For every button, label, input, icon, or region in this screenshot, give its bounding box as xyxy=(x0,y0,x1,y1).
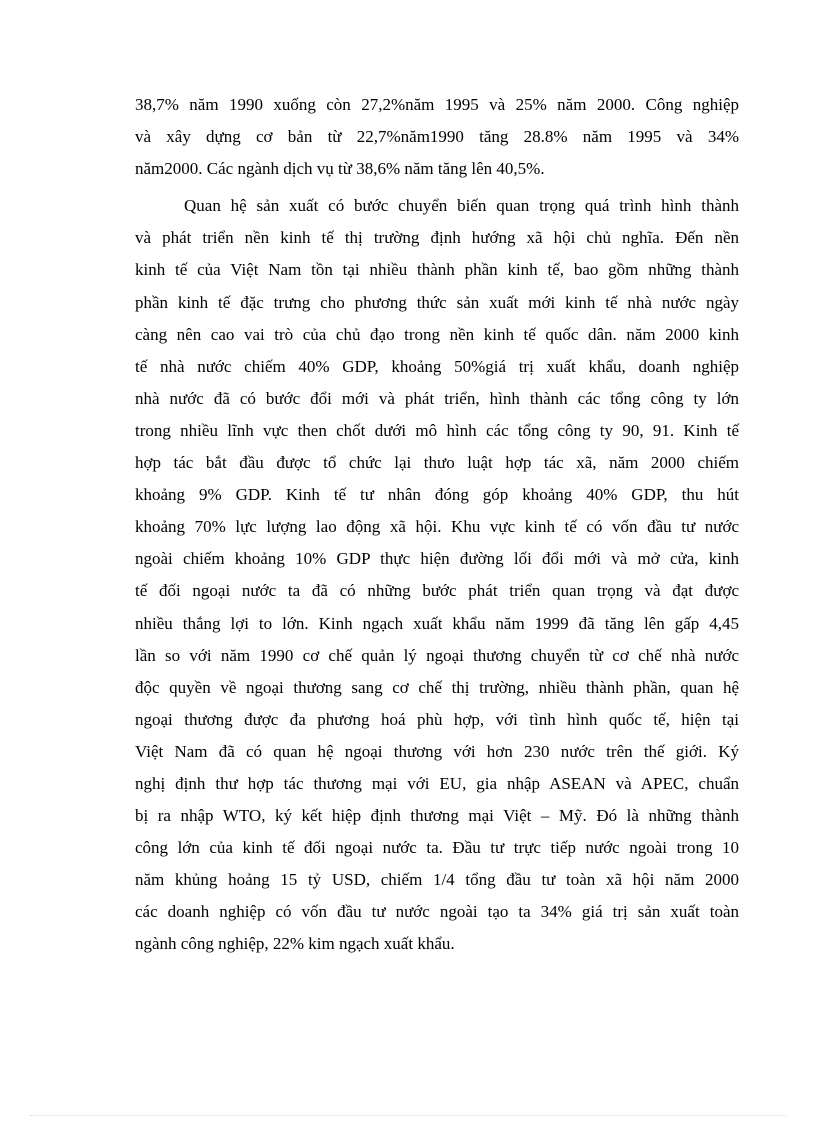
text-line: 38,7% năm 1990 xuống còn 27,2%năm 1995 và 25% năm 2000. Công nghiệp xyxy=(135,95,739,114)
text-line: khoảng 9% GDP. Kinh tế tư nhân đóng góp khoảng 40% GDP, thu hút xyxy=(135,485,739,505)
text-line: Quan hệ sản xuất có bước chuyển biến quan trọng quá trình hình thành xyxy=(184,196,739,216)
text-line: năm2000. Các ngành dịch vụ từ 38,6% năm tăng lên 40,5%. xyxy=(135,159,545,179)
text-line: các doanh nghiệp có vốn đầu tư nước ngoài tạo ta 34% giá trị sản xuất toàn xyxy=(135,902,739,922)
text-line: lần so với năm 1990 cơ chế quản lý ngoại thương chuyển từ cơ chế nhà nước xyxy=(135,645,739,665)
text-line: ngành công nghiệp, 22% kim ngạch xuất khẩu. xyxy=(135,934,455,954)
text-line: Việt Nam đã có quan hệ ngoại thương với hơn 230 nước trên thế giới. Ký xyxy=(135,741,739,761)
text-line: tế đối ngoại nước ta đã có những bước phát triển quan trọng và đạt được xyxy=(135,581,739,601)
text-line: độc quyền về ngoại thương sang cơ chế thị trường, nhiều thành phần, quan hệ xyxy=(135,677,739,697)
text-line: ngoại thương được đa phương hoá phù hợp, với tình hình quốc tế, hiện tại xyxy=(135,709,739,729)
text-line: phần kinh tế đặc trưng cho phương thức sản xuất mới kinh tế nhà nước ngày xyxy=(135,292,739,312)
text-line: nghị định thư hợp tác thương mại với EU, gia nhập ASEAN và APEC, chuẩn xyxy=(135,773,739,793)
text-line: khoảng 70% lực lượng lao động xã hội. Khu vực kinh tế có vốn đầu tư nước xyxy=(135,517,739,537)
text-line: nhà nước đã có bước đổi mới và phát triển, hình thành các tổng công ty lớn xyxy=(135,388,739,408)
text-line: nhiều thắng lợi to lớn. Kinh ngạch xuất khẩu năm 1999 đã tăng lên gấp 4,45 xyxy=(135,613,739,633)
paragraph-economic-structure xyxy=(135,89,739,185)
text-line: bị ra nhập WTO, ký kết hiệp định thương mại Việt – Mỹ. Đó là những thành xyxy=(135,806,739,826)
text-line: trong nhiều lĩnh vực then chốt dưới mô hình các tổng công ty 90, 91. Kinh tế xyxy=(135,420,739,440)
text-line: càng nên cao vai trò của chủ đạo trong nền kinh tế quốc dân. năm 2000 kinh xyxy=(135,324,739,344)
text-line: và xây dựng cơ bản từ 22,7%năm1990 tăng 28.8% năm 1995 và 34% xyxy=(135,127,739,147)
text-line: tế nhà nước chiếm 40% GDP, khoảng 50%giá trị xuất khẩu, doanh nghiệp xyxy=(135,356,739,376)
text-line: công lớn của kinh tế đối ngoại nước ta. Đầu tư trực tiếp nước ngoài trong 10 xyxy=(135,838,739,858)
page-footer-divider xyxy=(30,1115,786,1116)
text-line: năm khủng hoảng 15 tỷ USD, chiếm 1/4 tổng đầu tư toàn xã hội năm 2000 xyxy=(135,870,739,890)
text-line: kinh tế của Việt Nam tồn tại nhiều thành phần kinh tế, bao gồm những thành xyxy=(135,260,739,280)
text-line: ngoài chiếm khoảng 10% GDP thực hiện đường lối đổi mới và mở cửa, kinh xyxy=(135,549,739,569)
text-line: hợp tác bắt đầu được tổ chức lại thưo luật hợp tác xã, năm 2000 chiếm xyxy=(135,453,739,473)
text-line: và phát triển nền kinh tế thị trường định hướng xã hội chủ nghĩa. Đến nền xyxy=(135,228,739,248)
paragraph-production-relations xyxy=(135,190,739,960)
document-body xyxy=(135,89,739,961)
